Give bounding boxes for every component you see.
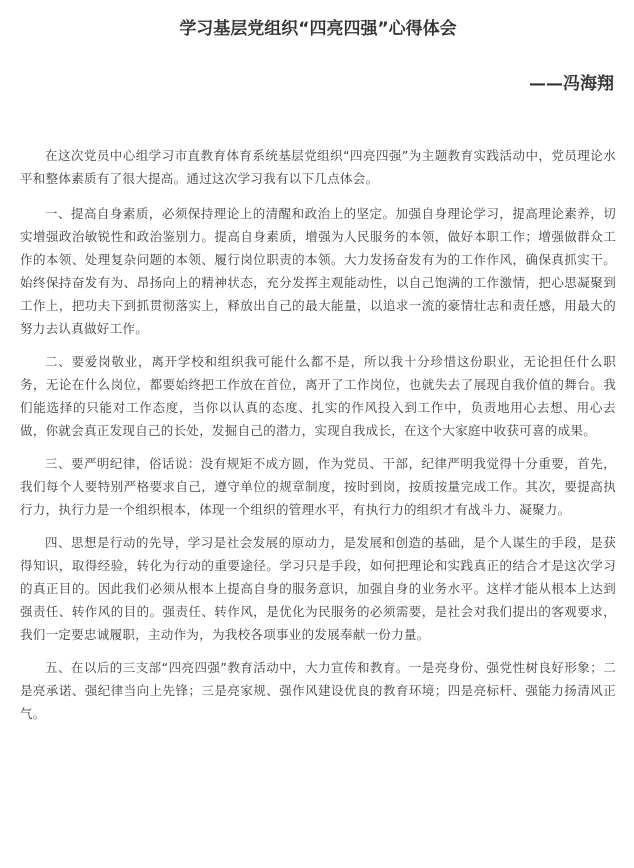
paragraph-point-3: 三、要严明纪律，俗话说：没有规矩不成方圆，作为党员、干部，纪律严明我觉得十分重要，首先，我们每个人要特别严格要求自己，遵守单位的规章制度，按时到岗，按质按量完成工作。其次，要提高执行力，执行力是一个组织根本，体现一个组织的管理水平，有执行力的组织才有战斗力、凝聚力。 <box>20 456 616 517</box>
document-author: ——冯海翔 <box>529 74 614 94</box>
document-body <box>20 144 616 725</box>
paragraph-intro: 在这次党员中心组学习市直教育体育系统基层党组织“四亮四强”为主题教育实践活动中，党员理论水平和整体素质有了很大提高。通过这次学习我有以下几点体会。 <box>20 148 616 186</box>
paragraph-point-1: 一、提高自身素质，必须保持理论上的清醒和政治上的坚定。加强自身理论学习，提高理论素养，切实增强政治敏锐性和政治鉴别力。提高自身素质，增强为人民服务的本领，做好本职工作；增强做群众工作的本领、处理复杂问题的本领、履行岗位职责的本领。大力发扬奋发有为的工作作风，确保真抓实干。始终保持奋发有为、昂扬向上的精神状态，充分发挥主观能动性，以自己饱满的工作激情，把心思凝聚到工作上，把功夫下到抓贯彻落实上，释放出自己的最大能量，以追求一流的豪情壮志和责任感，用最大的努力去认真做好工作。 <box>20 206 616 336</box>
paragraph-point-5: 五、在以后的三支部“四亮四强”教育活动中，大力宣传和教育。一是亮身份、强党性树良好形象；二是亮承诺、强纪律当向上先锋；三是亮家规、强作风建设优良的教育环境；四是亮标杆、强能力扬清风正气。 <box>20 660 616 721</box>
document-title: 学习基层党组织“四亮四强”心得体会 <box>179 19 457 39</box>
paragraph-point-2: 二、要爱岗敬业，离开学校和组织我可能什么都不是，所以我十分珍惜这份职业，无论担任什么职务，无论在什么岗位，都要始终把工作放在首位，离开了工作岗位，也就失去了展现自我价值的舞台。我们能选择的只能对工作态度，当你以认真的态度、扎实的作风投入到工作中，负责地用心去想、用心去做，你就会真正发现自己的长处，发掘自己的潜力，实现自我成长，在这个大家庭中收获可喜的成果。 <box>20 354 616 438</box>
paragraph-point-4: 四、思想是行动的先导，学习是社会发展的原动力，是发展和创造的基础，是个人谋生的手段，是获得知识，取得经验，转化为行动的重要途径。学习只是手段，如何把理论和实践真正的结合才是这次学习的真正目的。因此我们必须从根本上提高自身的服务意识，加强自身的业务水平。这样才能从根本上达到强责任、转作风的目的。强责任、转作风，是优化为民服务的必须需要，是社会对我们提出的客观要求，我们一定要忠诚履职，主动作为，为我校各项事业的发展奉献一份力量。 <box>20 535 616 642</box>
